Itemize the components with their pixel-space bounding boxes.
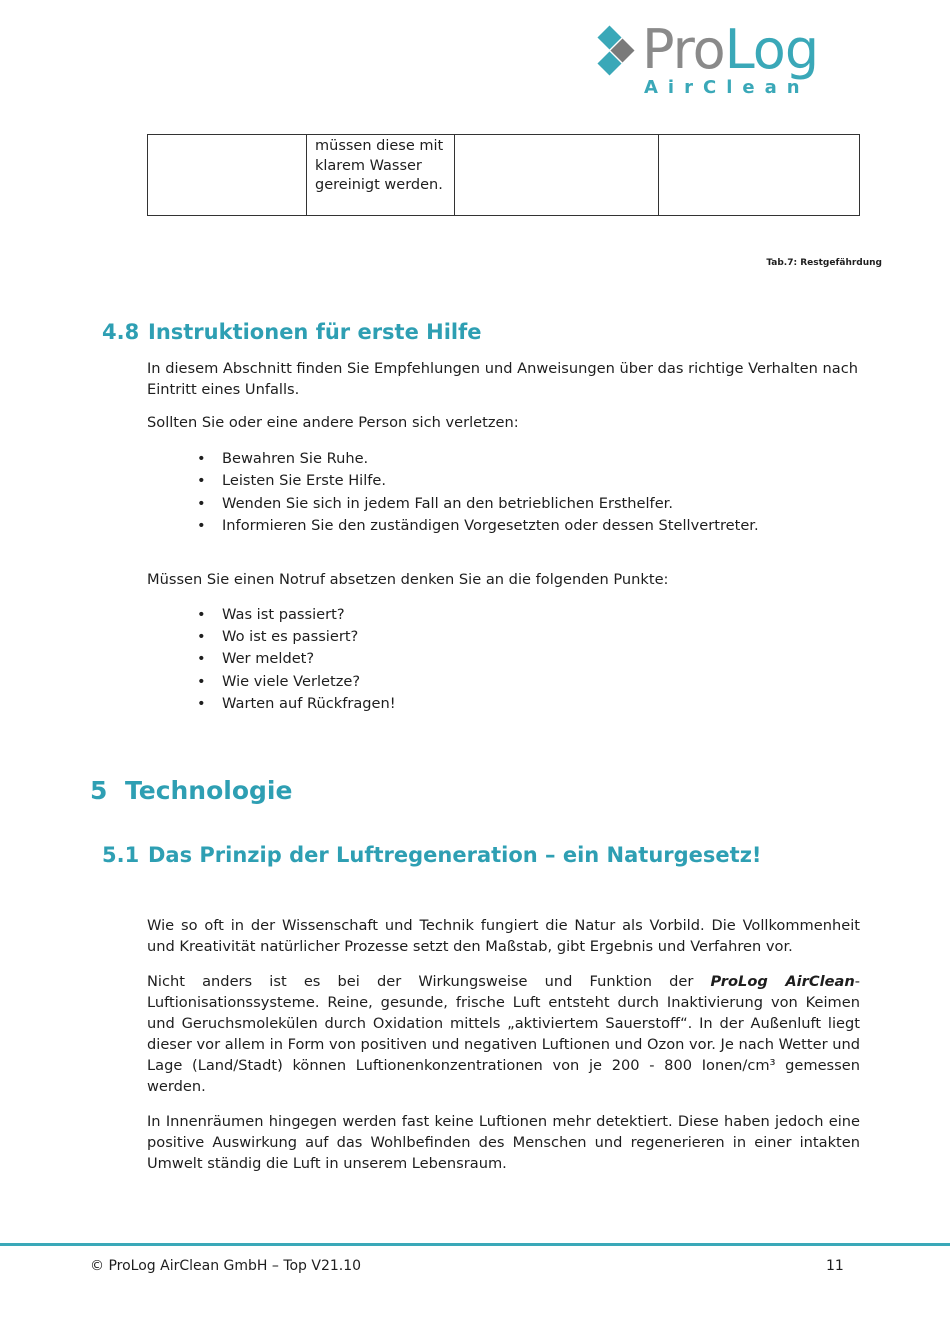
- section-4-8-body: [147, 358, 860, 716]
- brand-name: ProLog AirClean: [710, 973, 855, 990]
- list-item: • Informieren Sie den zuständigen Vorgesetzten oder dessen Stellvertreter.: [147, 515, 860, 537]
- table-cell: [455, 135, 659, 216]
- list-item: • Wo ist es passiert?: [147, 626, 860, 648]
- paragraph: In Innenräumen hingegen werden fast keine Luftionen mehr detektiert. Diese haben jedoch eine positive Auswirkung auf das Wohlbefinden des Menschen und regenerieren in einer intakten Umwelt ständig die Luft in unserem Lebensraum.: [147, 1113, 860, 1172]
- footer-copyright: © ProLog AirClean GmbH – Top V21.10: [90, 1258, 362, 1274]
- paragraph: Wie so oft in der Wissenschaft und Technik fungiert die Natur als Vorbild. Die Vollkommenheit und Kreativität natürlicher Prozesse setzt den Maßstab, gibt Ergebnis und Verfahren vor.: [147, 917, 860, 955]
- table-caption: Tab.7: Restgefährdung: [766, 258, 882, 268]
- company-logo: [592, 18, 852, 104]
- list-item: • Leisten Sie Erste Hilfe.: [147, 470, 860, 492]
- page-number: 11: [826, 1258, 844, 1274]
- section-5-1-body: [147, 915, 860, 1174]
- diamond-logo-icon: [592, 24, 642, 86]
- list-item: • Warten auf Rückfragen!: [147, 693, 860, 715]
- hazard-table-fragment: [147, 134, 860, 216]
- list-item: • Wer meldet?: [147, 648, 860, 670]
- table-cell: müssen diese mit klarem Wasser gereinigt werden.: [307, 135, 455, 216]
- chapter-heading-5: 5 Technologie: [90, 776, 293, 805]
- footer-divider: [0, 1243, 950, 1246]
- table-cell: [659, 135, 860, 216]
- paragraph: Sollten Sie oder eine andere Person sich verletzen:: [147, 414, 519, 431]
- paragraph: In diesem Abschnitt finden Sie Empfehlungen und Anweisungen über das richtige Verhalten nach Eintritt eines Unfalls.: [147, 360, 858, 398]
- list-item: • Was ist passiert?: [147, 604, 860, 626]
- paragraph: Müssen Sie einen Notruf absetzen denken Sie an die folgenden Punkte:: [147, 570, 669, 588]
- paragraph: Nicht anders ist es bei der Wirkungsweise und Funktion der ProLog AirClean-Luftionisationssysteme. Reine, gesunde, frische Luft entsteht durch Inaktivierung von Keimen und Geruchsmolekülen durch Oxidation mittels „aktiviertem Sauerstoff“. In der Außenluft liegt dieser vor allem in Form von positiven und negativen Luftionen und Ozon vor. Je nach Wetter und Lage (Land/Stadt) können Luftionenkonzentrationen von je 200 - 800 Ionen/cm³ gemessen werden.: [147, 973, 860, 1095]
- list-item: • Wie viele Verletze?: [147, 671, 860, 693]
- section-heading-4-8: 4.8 Instruktionen für erste Hilfe: [102, 320, 482, 344]
- table-cell: [148, 135, 307, 216]
- list-item: • Wenden Sie sich in jedem Fall an den betrieblichen Ersthelfer.: [147, 493, 860, 515]
- bullet-list: [147, 448, 860, 538]
- table-row: [148, 135, 860, 216]
- bullet-list: [147, 604, 860, 716]
- section-heading-5-1: 5.1 Das Prinzip der Luftregeneration – ein Naturgesetz!: [102, 843, 762, 867]
- logo-wordmark: ProLog: [642, 18, 819, 81]
- logo-subtitle: AirClean: [644, 77, 810, 98]
- list-item: • Bewahren Sie Ruhe.: [147, 448, 860, 470]
